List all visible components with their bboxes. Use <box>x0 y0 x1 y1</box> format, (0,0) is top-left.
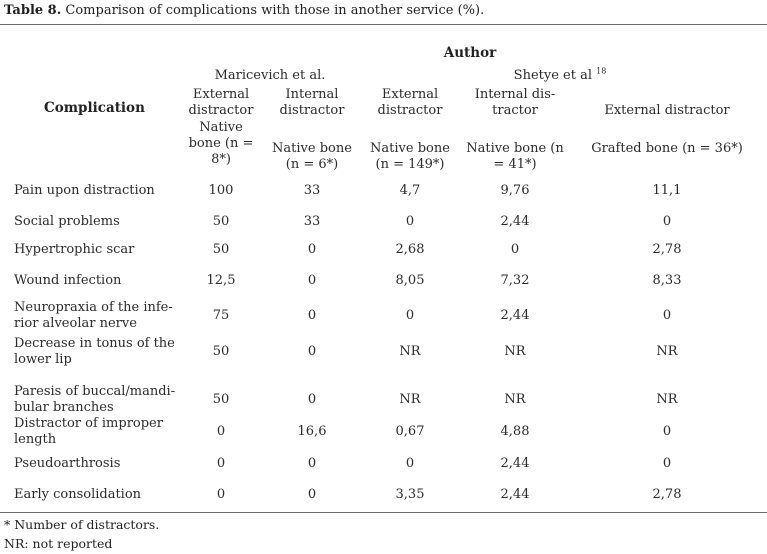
row-1-value-2: 33 <box>303 183 321 198</box>
row-8-value-3: 0,67 <box>395 424 425 439</box>
column-bone-4-line-2: = 41*) <box>493 157 537 172</box>
row-6-value-5: NR <box>656 344 678 359</box>
row-2-value-1: 50 <box>212 214 230 229</box>
row-1-value-5: 11,1 <box>652 183 682 198</box>
column-bone-3-line-1: Native bone <box>370 141 450 156</box>
top-rule <box>0 24 767 25</box>
row-1-value-3: 4,7 <box>399 183 421 198</box>
row-8-label-line-2: length <box>14 432 57 447</box>
row-3-value-1: 50 <box>212 242 230 257</box>
row-3-value-3: 2,68 <box>395 242 425 257</box>
row-8-label-line-1: Distractor of improper <box>14 416 163 431</box>
column-type-2-line-2: distractor <box>279 103 345 118</box>
row-10-value-1: 0 <box>216 487 226 502</box>
column-bone-3-line-2: (n = 149*) <box>375 157 445 172</box>
row-9-value-1: 0 <box>216 456 226 471</box>
row-6-label-line-1: Decrease in tonus of the <box>14 336 175 351</box>
row-10-value-4: 2,44 <box>500 487 530 502</box>
row-5-value-2: 0 <box>307 308 317 323</box>
row-3-label-line-1: Hypertrophic scar <box>14 242 135 257</box>
row-4-value-4: 7,32 <box>500 273 530 288</box>
row-7-label-line-1: Paresis of buccal/mandi- <box>14 384 176 399</box>
row-7-value-1: 50 <box>212 392 230 407</box>
row-8-value-1: 0 <box>216 424 226 439</box>
header-complication: Complication <box>44 100 145 116</box>
caption-label: Table 8. <box>4 3 62 18</box>
column-bone-1-line-2: bone (n = <box>188 136 254 151</box>
row-2-value-2: 33 <box>303 214 321 229</box>
row-2-value-5: 0 <box>662 214 672 229</box>
row-9-label-line-1: Pseudoarthrosis <box>14 456 121 471</box>
row-4-value-2: 0 <box>307 273 317 288</box>
group2-name: Shetye et al <box>513 68 592 83</box>
row-7-value-2: 0 <box>307 392 317 407</box>
column-bone-1-line-1: Native <box>199 120 243 135</box>
header-group-shetye <box>490 68 630 84</box>
column-type-5-line-1: External distractor <box>604 103 730 118</box>
caption-text: Comparison of complications with those in another service (%). <box>65 3 485 18</box>
row-1-value-1: 100 <box>208 183 234 198</box>
column-type-4-line-2: tractor <box>492 103 538 118</box>
row-10-value-2: 0 <box>307 487 317 502</box>
row-7-value-4: NR <box>504 392 526 407</box>
row-1-value-4: 9,76 <box>500 183 530 198</box>
row-7-value-3: NR <box>399 392 421 407</box>
row-4-value-5: 8,33 <box>652 273 682 288</box>
column-bone-2-line-1: Native bone <box>272 141 352 156</box>
row-3-value-4: 0 <box>510 242 520 257</box>
row-5-value-4: 2,44 <box>500 308 530 323</box>
row-9-value-2: 0 <box>307 456 317 471</box>
footnote-distractors: * Number of distractors. <box>4 517 160 532</box>
row-3-value-2: 0 <box>307 242 317 257</box>
row-8-value-5: 0 <box>662 424 672 439</box>
column-bone-4-line-1: Native bone (n <box>466 141 564 156</box>
row-5-value-3: 0 <box>405 308 415 323</box>
table-caption <box>4 3 484 18</box>
row-4-value-1: 12,5 <box>206 273 236 288</box>
footnote-nr: NR: not reported <box>4 536 113 551</box>
row-6-value-3: NR <box>399 344 421 359</box>
row-5-value-5: 0 <box>662 308 672 323</box>
row-9-value-4: 2,44 <box>500 456 530 471</box>
row-4-label-line-1: Wound infection <box>14 273 122 288</box>
row-1-label-line-1: Pain upon distraction <box>14 183 155 198</box>
row-9-value-3: 0 <box>405 456 415 471</box>
row-6-label-line-2: lower lip <box>14 352 72 367</box>
header-group-maricevich: Maricevich et al. <box>214 68 326 83</box>
row-6-value-4: NR <box>504 344 526 359</box>
column-type-2-line-1: Internal <box>285 87 339 102</box>
header-author: Author <box>443 45 497 61</box>
column-type-3-line-1: External <box>381 87 439 102</box>
row-10-value-3: 3,35 <box>395 487 425 502</box>
row-4-value-3: 8,05 <box>395 273 425 288</box>
row-10-value-5: 2,78 <box>652 487 682 502</box>
row-5-value-1: 75 <box>212 308 230 323</box>
row-2-value-4: 2,44 <box>500 214 530 229</box>
row-3-value-5: 2,78 <box>652 242 682 257</box>
column-type-4-line-1: Internal dis- <box>474 87 556 102</box>
column-type-1-line-1: External <box>192 87 250 102</box>
group2-reference: 18 <box>596 66 607 76</box>
row-7-value-5: NR <box>656 392 678 407</box>
bottom-rule <box>0 512 767 513</box>
column-type-1-line-2: distractor <box>188 103 254 118</box>
row-6-value-1: 50 <box>212 344 230 359</box>
row-6-value-2: 0 <box>307 344 317 359</box>
row-10-label-line-1: Early consolidation <box>14 487 142 502</box>
row-8-value-2: 16,6 <box>297 424 327 439</box>
row-5-label-line-2: rior alveolar nerve <box>14 316 137 331</box>
column-type-3-line-2: distractor <box>377 103 443 118</box>
row-7-label-line-2: bular branches <box>14 400 114 415</box>
column-bone-2-line-2: (n = 6*) <box>285 157 339 172</box>
row-5-label-line-1: Neuropraxia of the infe- <box>14 300 173 315</box>
row-2-value-3: 0 <box>405 214 415 229</box>
column-bone-5-line-1: Grafted bone (n = 36*) <box>591 141 743 156</box>
row-2-label-line-1: Social problems <box>14 214 120 229</box>
row-8-value-4: 4,88 <box>500 424 530 439</box>
row-9-value-5: 0 <box>662 456 672 471</box>
column-bone-1-line-3: 8*) <box>211 152 231 167</box>
